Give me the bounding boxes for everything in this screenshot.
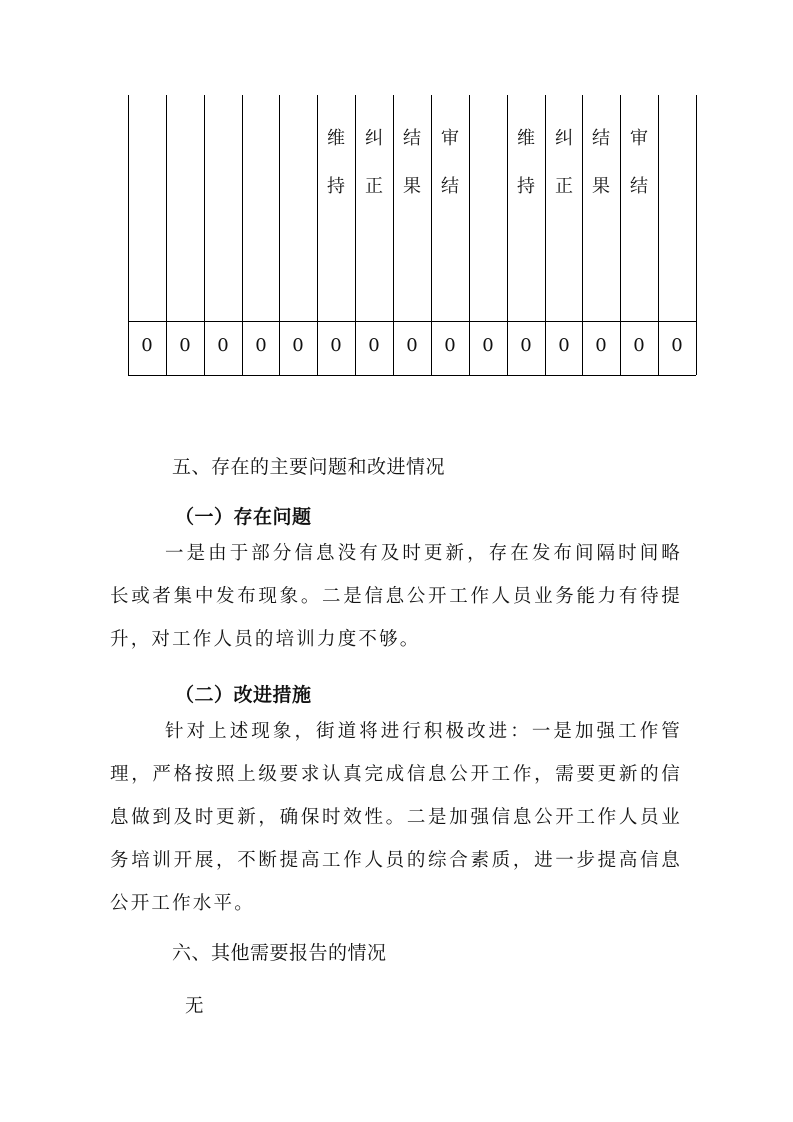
table-header-char: 审 [630,128,648,149]
table-header-char: 维 [517,128,535,149]
table-header-cell [545,115,583,211]
table-value-cell: 0 [255,335,267,356]
table-header-char: 持 [517,176,535,197]
table-header-cell [582,115,620,211]
table-value-cell: 0 [444,335,456,356]
table-header-char: 结 [630,176,648,197]
table-column-line [242,95,243,375]
problems-paragraph: 一是由于部分信息没有及时更新，存在发布间隔时间略长或者集中发布现象。二是信息公开工作人员业务能力有待提升，对工作人员的培训力度不够。 [110,543,682,650]
table-value-cell: 0 [330,335,342,356]
table-header-char: 结 [592,128,610,149]
table-header-cell [393,115,431,211]
table-header-char: 纠 [365,128,383,149]
table-column-line [696,95,697,375]
section-6-heading: 六、其他需要报告的情况 [172,942,387,964]
table-header-cell [431,115,469,211]
table-header-char: 结 [441,176,459,197]
table-value-cell: 0 [217,335,229,356]
table-value-cell: 0 [141,335,153,356]
table-column-line [469,95,470,375]
table-header-cell [507,115,545,211]
statistics-table [128,95,696,375]
table-column-line [166,95,167,375]
section-6-body: 无 [185,996,206,1017]
table-header-char: 正 [555,176,573,197]
table-value-cell: 0 [482,335,494,356]
table-column-line [658,95,659,375]
table-header-cell [317,115,355,211]
table-value-cell: 0 [633,335,645,356]
table-value-cell: 0 [368,335,380,356]
table-column-line [279,95,280,375]
table-header-cell [355,115,393,211]
table-header-char: 持 [327,176,345,197]
table-header-char: 结 [403,128,421,149]
table-header-char: 果 [592,176,610,197]
table-value-cell: 0 [406,335,418,356]
table-value-cell: 0 [292,335,304,356]
table-header-cell [620,115,658,211]
table-value-cell: 0 [558,335,570,356]
section-5-heading: 五、存在的主要问题和改进情况 [172,456,446,478]
table-value-cell: 0 [520,335,532,356]
table-header-char: 纠 [555,128,573,149]
improvements-paragraph: 针对上述现象，街道将进行积极改进：一是加强工作管理，严格按照上级要求认真完成信息公开工作，需要更新的信息做到及时更新，确保时效性。二是加强信息公开工作人员业务培训开展，不断提高工作人员的综合素质，进一步提高信息公开工作水平。 [110,721,682,914]
table-header-char: 维 [327,128,345,149]
table-value-cell: 0 [595,335,607,356]
subsection-problems-heading: （一）存在问题 [175,506,312,528]
table-column-line [204,95,205,375]
table-header-char: 正 [365,176,383,197]
table-value-cell: 0 [179,335,191,356]
table-column-line [128,95,129,375]
table-row-line [128,321,696,322]
table-header-char: 审 [441,128,459,149]
table-value-cell: 0 [671,335,683,356]
subsection-improvements-heading: （二）改进措施 [175,684,312,706]
table-header-char: 果 [403,176,421,197]
table-row-line [128,375,696,376]
